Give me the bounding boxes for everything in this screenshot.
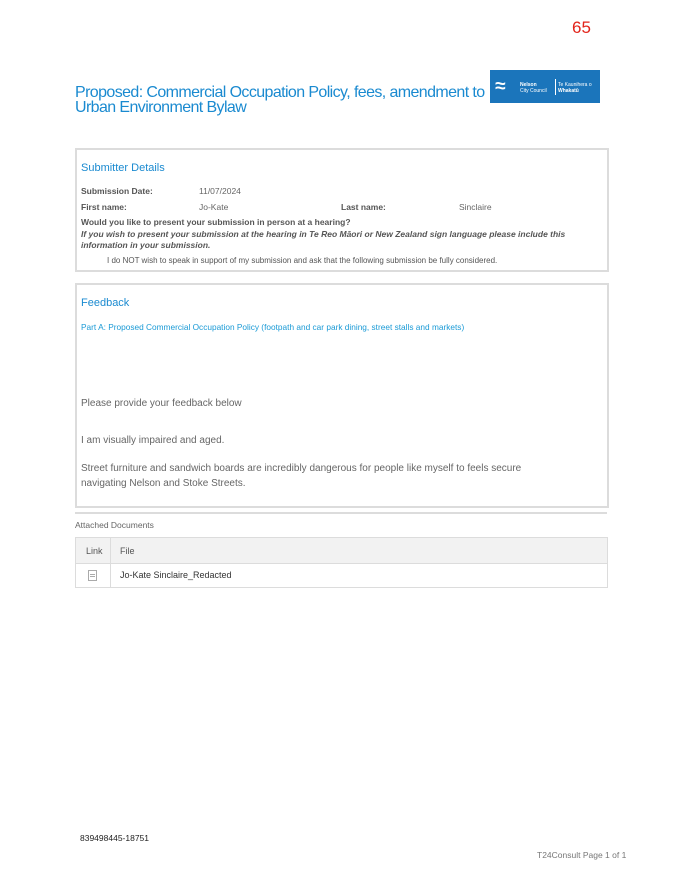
- document-id: 839498445-18751: [80, 833, 150, 843]
- feedback-paragraph: Street furniture and sandwich boards are incredibly dangerous for people like myself to feels secure navigating Nelson and Stoke Streets.: [81, 463, 522, 489]
- attachments-table: [75, 537, 608, 588]
- feedback-title: Feedback: [81, 297, 130, 309]
- submission-date-value: 11/07/2024: [199, 186, 241, 196]
- submitter-details-panel: [75, 148, 609, 272]
- first-name-value: Jo-Kate: [199, 202, 229, 212]
- page-footer: T24Consult Page 1 of 1: [537, 850, 627, 860]
- page-title: Proposed: Commercial Occupation Policy, fees, amendment to Urban Environment Bylaw: [75, 84, 485, 116]
- feedback-paragraph: I am visually impaired and aged.: [81, 435, 225, 446]
- document-icon[interactable]: [88, 570, 97, 581]
- last-name-value: Sinclaire: [459, 202, 492, 212]
- logo-divider: [555, 79, 556, 95]
- hearing-question: Would you like to present your submission in person at a hearing?: [81, 217, 351, 227]
- logo-name: Nelson City Council: [520, 82, 547, 94]
- submission-date-label: Submission Date:: [81, 186, 153, 196]
- council-logo: [490, 70, 600, 103]
- attachment-file-name[interactable]: Jo-Kate Sinclaire_Redacted: [120, 570, 232, 580]
- attached-documents-heading: Attached Documents: [75, 520, 154, 530]
- part-a-heading: Part A: Proposed Commercial Occupation Policy (footpath and car park dining, street stalls and markets): [81, 322, 465, 332]
- hearing-language-note: If you wish to present your submission at the hearing in Te Reo Māori or New Zealand sign language please include this information in your submission.: [81, 229, 566, 250]
- submitter-details-title: Submitter Details: [81, 162, 165, 174]
- column-header-file: File: [120, 546, 135, 556]
- logo-mark-icon: ≈: [495, 76, 503, 97]
- first-name-label: First name:: [81, 202, 127, 212]
- last-name-label: Last name:: [341, 202, 386, 212]
- column-header-link: Link: [86, 546, 103, 556]
- column-divider: [110, 538, 111, 587]
- feedback-prompt: Please provide your feedback below: [81, 398, 242, 409]
- feedback-panel: [75, 283, 609, 508]
- logo-maori-name: Te Kaunihera o Whakatū: [558, 82, 592, 94]
- page-number: 65: [572, 18, 591, 37]
- section-divider: [75, 512, 607, 514]
- table-header: [76, 538, 607, 564]
- hearing-answer: I do NOT wish to speak in support of my submission and ask that the following submission be fully considered.: [107, 256, 498, 265]
